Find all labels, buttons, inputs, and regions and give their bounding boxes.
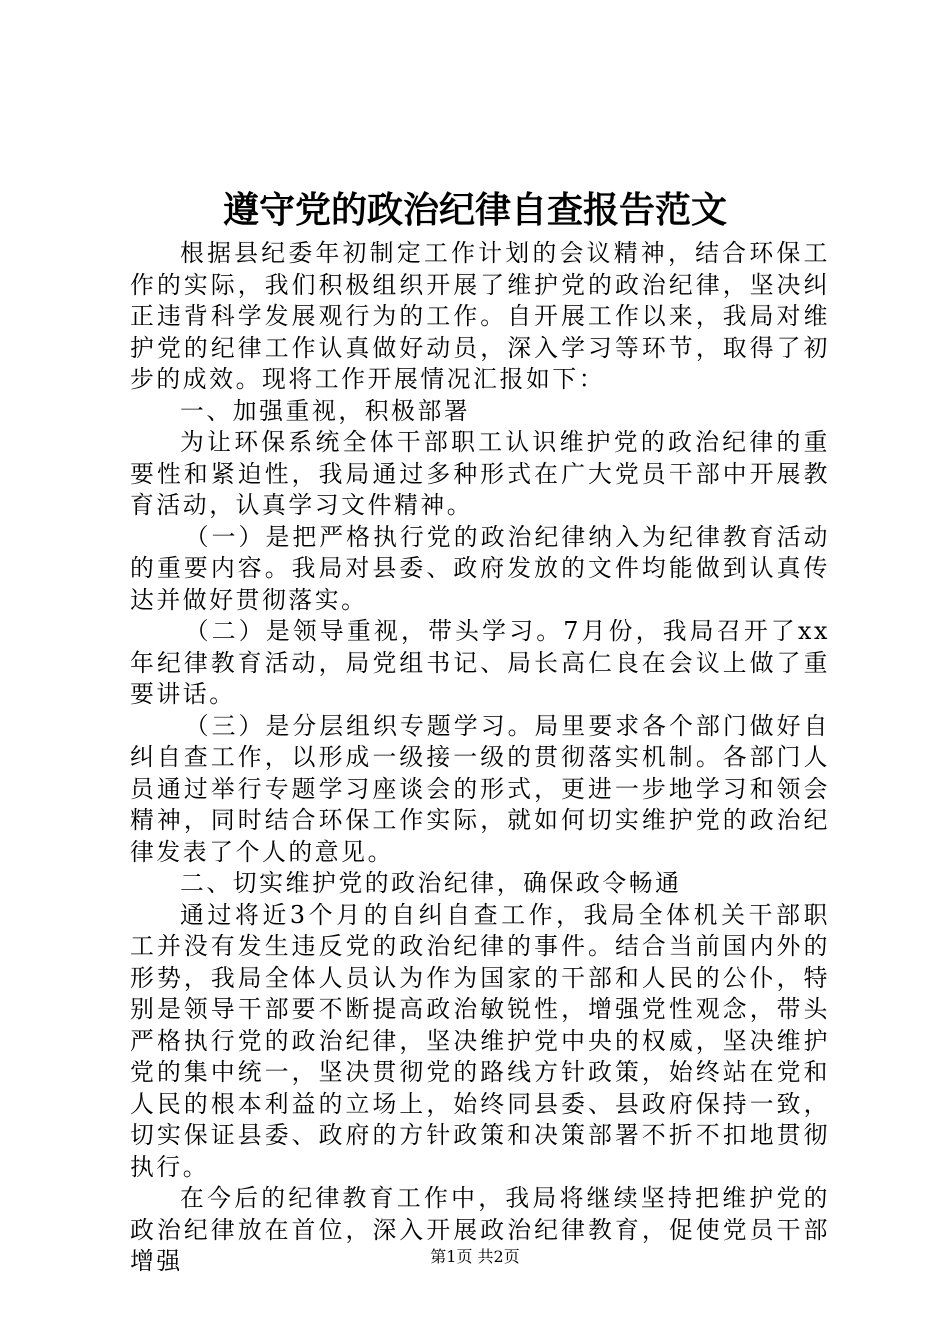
paragraph-item-1: （一）是把严格执行党的政治纪律纳入为纪律教育活动的重要内容。我局对县委、政府发放的文件均能做到认真传达并做好贯彻落实。 <box>130 522 830 614</box>
page-footer: 第1页 共2页 <box>430 1247 520 1266</box>
document-title: 遵守党的政治纪律自查报告范文 <box>222 189 727 231</box>
paragraph-1: 为让环保系统全体干部职工认识维护党的政治纪律的重要性和紧迫性，我局通过多种形式在广大党员干部中开展教育活动，认真学习文件精神。 <box>130 428 830 519</box>
document-body <box>130 238 830 1278</box>
section-heading-1: 一、加强重视，积极部署 <box>179 396 471 425</box>
paragraph-2: 通过将近3个月的自纠自查工作，我局全体机关干部职工并没有发生违反党的政治纪律的事件。结合当前国内外的形势，我局全体人员认为作为国家的干部和人民的公仆，特别是领导干部要不断提高政治敏锐性，增强党性观念，带头严格执行党的政治纪律，坚决维护党中央的权威，坚决维护党的集中统一，坚决贯彻党的路线方针政策，始终站在党和人民的根本利益的立场上，始终同县委、县政府保持一致，切实保证县委、政府的方针政策和决策部署不折不扣地贯彻执行。 <box>130 900 830 1181</box>
paragraph-item-3: （三）是分层组织专题学习。局里要求各个部门做好自纠自查工作，以形成一级接一级的贯彻落实机制。各部门人员通过举行专题学习座谈会的形式，更进一步地学习和领会精神，同时结合环保工作实际，就如何切实维护党的政治纪律发表了个人的意见。 <box>130 711 830 866</box>
section-heading-2: 二、切实维护党的政治纪律，确保政令畅通 <box>179 869 682 897</box>
paragraph-intro: 根据县纪委年初制定工作计划的会议精神，结合环保工作的实际，我们积极组织开展了维护党的政治纪律，坚决纠正违背科学发展观行为的工作。自开展工作以来，我局对维护党的纪律工作认真做好动员，深入学习等环节，取得了初步的成效。现将工作开展情况汇报如下： <box>130 239 830 393</box>
paragraph-3: 在今后的纪律教育工作中，我局将继续坚持把维护党的政治纪律放在首位，深入开展政治纪律教育，促使党员干部增强 <box>130 1184 830 1275</box>
paragraph-item-2: （二）是领导重视，带头学习。7月份，我局召开了xx年纪律教育活动，局党组书记、局长高仁良在会议上做了重要讲话。 <box>130 617 830 708</box>
